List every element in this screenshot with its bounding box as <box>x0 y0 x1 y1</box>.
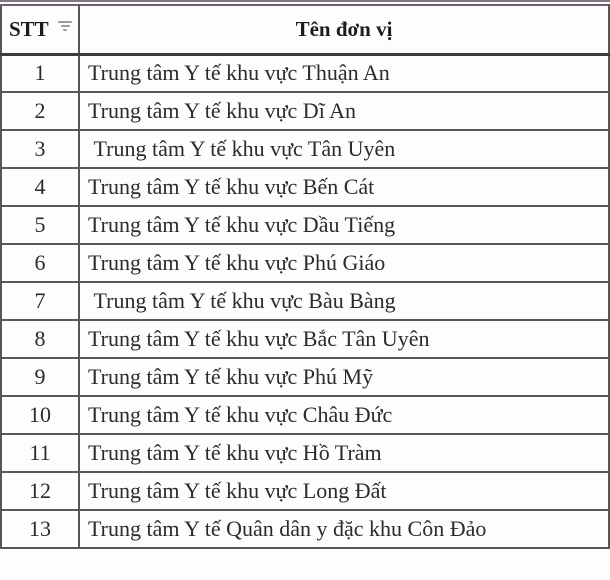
unit-name-cell: Trung tâm Y tế khu vực Long Đất <box>79 472 609 510</box>
unit-name-cell: Trung tâm Y tế khu vực Dầu Tiếng <box>79 206 609 244</box>
table-row <box>1 472 609 510</box>
table-row <box>1 206 609 244</box>
unit-name-cell: Trung tâm Y tế khu vực Phú Mỹ <box>79 358 609 396</box>
table-header <box>1 5 609 54</box>
unit-table <box>0 4 610 549</box>
stt-header-cell[interactable] <box>1 5 79 54</box>
table-row <box>1 434 609 472</box>
table-row <box>1 54 609 92</box>
unit-name-cell: Trung tâm Y tế khu vực Thuận An <box>79 54 609 92</box>
table-row <box>1 358 609 396</box>
table-row <box>1 282 609 320</box>
stt-header-label: STT <box>9 16 49 41</box>
row-index-cell: 11 <box>1 434 79 472</box>
table-body <box>1 54 609 548</box>
row-index-cell: 13 <box>1 510 79 548</box>
table-row <box>1 244 609 282</box>
unit-name-cell: Trung tâm Y tế khu vực Phú Giáo <box>79 244 609 282</box>
row-index-cell: 12 <box>1 472 79 510</box>
unit-name-cell: Trung tâm Y tế khu vực Bến Cát <box>79 168 609 206</box>
row-index-cell: 5 <box>1 206 79 244</box>
row-index-cell: 2 <box>1 92 79 130</box>
name-header-cell <box>79 5 609 54</box>
row-index-cell: 7 <box>1 282 79 320</box>
name-header-label: Tên đơn vị <box>295 16 393 41</box>
table-row <box>1 130 609 168</box>
unit-name-cell: Trung tâm Y tế Quân dân y đặc khu Côn Đảo <box>79 510 609 548</box>
header-row <box>1 5 609 54</box>
table-row <box>1 320 609 358</box>
table-row <box>1 168 609 206</box>
table-row <box>1 92 609 130</box>
row-index-cell: 8 <box>1 320 79 358</box>
row-index-cell: 3 <box>1 130 79 168</box>
table-row <box>1 510 609 548</box>
table-row <box>1 396 609 434</box>
row-index-cell: 9 <box>1 358 79 396</box>
unit-name-cell: Trung tâm Y tế khu vực Hồ Tràm <box>79 434 609 472</box>
row-index-cell: 6 <box>1 244 79 282</box>
row-index-cell: 1 <box>1 54 79 92</box>
sort-descending-bars-icon[interactable] <box>58 21 73 33</box>
unit-name-cell: Trung tâm Y tế khu vực Bắc Tân Uyên <box>79 320 609 358</box>
unit-name-cell: Trung tâm Y tế khu vực Châu Đức <box>79 396 609 434</box>
row-index-cell: 10 <box>1 396 79 434</box>
unit-name-cell: Trung tâm Y tế khu vực Bàu Bàng <box>79 282 609 320</box>
unit-name-cell: Trung tâm Y tế khu vực Dĩ An <box>79 92 609 130</box>
row-index-cell: 4 <box>1 168 79 206</box>
unit-name-cell: Trung tâm Y tế khu vực Tân Uyên <box>79 130 609 168</box>
